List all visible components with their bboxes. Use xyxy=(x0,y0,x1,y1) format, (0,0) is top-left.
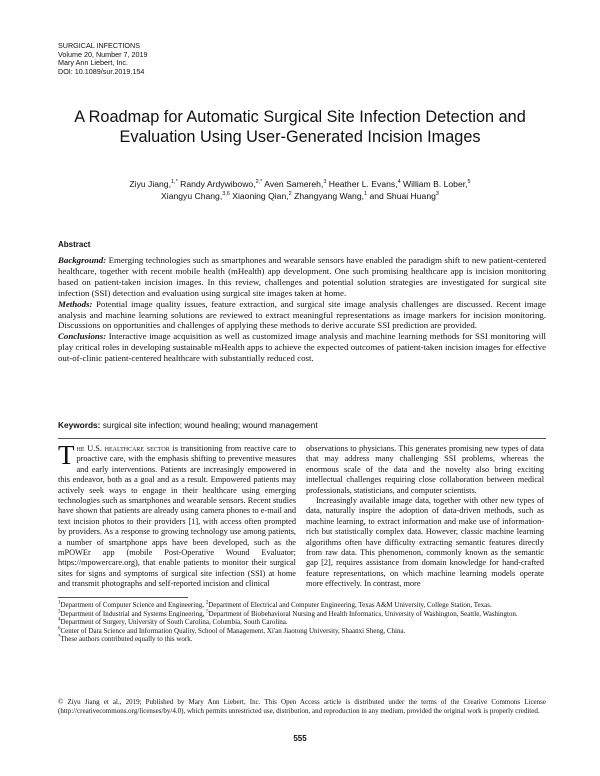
abstract xyxy=(58,255,546,364)
footnote: $^4$Department of Surgery, University of South Carolina, Columbia, South Carolina. xyxy=(58,617,288,627)
author: Heather L. Evans,$^4$ xyxy=(328,179,401,189)
abstract-background: Background: Emerging technologies such as smartphones and wearable sensors have enabled the paradigm shift to new patient-centered healthcare, together with recent mobile health (mHealth) app development. One such promising healthcare app is incision monitoring based on patient-taken incision images. In this review, challenges and potential solution strategies are investigated for surgical site infection (SSI) detection and evaluation using surgical site images taken at home. xyxy=(58,255,546,298)
abstract-methods: Methods: Potential image quality issues, feature extraction, and surgical site image analysis challenges are discussed. Recent image analysis and machine learning solutions are reviewed to extract meaningful representations as image markers for incision monitoring. Discussions on opportunities and challenges of applying these methods to derive accurate SSI prediction are provided. xyxy=(58,298,546,331)
footnote: $^6$Center of Data Science and Information Quality, School of Management, Xi'an Jiaotong University, Shaanxi Sheng, China. xyxy=(58,626,406,635)
journal-name: SURGICAL INFECTIONS xyxy=(58,41,140,50)
author: Ziyu Jiang,$^{1,*}$ xyxy=(129,179,178,189)
abstract-heading: Abstract xyxy=(58,240,91,249)
author: Randy Ardywibowo,$^{2,*}$ xyxy=(180,179,263,189)
body-column-left xyxy=(58,440,296,590)
abstract-conclusions: Conclusions: Interactive image acquisition as well as customized image analysis and machine learning methods for SSI monitoring will play critical roles in developing sustainable mHealth apps to achieve the expected outcomes of patient-taken incision images for effective out-of-clinic patient-centered healthcare with substantially reduced cost. xyxy=(58,331,546,364)
journal-volume: Volume 20, Number 7, 2019 xyxy=(58,49,148,59)
footnote: $^3$Department of Industrial and Systems Engineering, $^5$Department of Biobehavioral Nursing and Health Informatics, University of Washington, Seattle, Washington. xyxy=(58,609,518,618)
intro-paragraph: The U.S. healthcare sector is transitioning from reactive care to proactive care, with the emphasis shifting to preventive measures and early interventions. Patients are increasingly empowered in this endeavor, both as a goal and as a result. Empowered patients may actively seek ways to engage in their healthcare using emerging technologies such as smartphones and wearable sensors. Recent studies have shown that patients are already using camera phones to e-mail and text incision photos to their providers [1], with access often prompted by providers. As a response to growing technology use among patients, a number of smartphone apps have been developed, such as the mPOWEr app (mobile Post-Operative Wound Evaluator; https://mpowercare.org), that enable patients to monitor their surgical sites for signs and symptoms of surgical site infection (SSI) at home and transmit photographs and self-reported incision and clinical xyxy=(58,440,296,589)
body-column-right xyxy=(306,444,544,590)
author: Xiaoning Qian,$^2$ xyxy=(232,191,292,201)
author: and Shuai Huang$^3$ xyxy=(369,191,439,201)
paper-title: A Roadmap for Automatic Surgical Site Infection Detection and Evaluation Using User-Generated Incision Images xyxy=(74,108,526,146)
section-divider xyxy=(58,438,546,439)
footnote-divider xyxy=(58,597,188,598)
keywords-text: surgical site infection; wound healing; wound management xyxy=(100,420,318,430)
author: Aven Samereh,$^3$ xyxy=(264,179,327,189)
footnote: $^1$Department of Computer Science and Engineering, $^2$Department of Electrical and Computer Engineering, Texas A&M University, College Station, Texas. xyxy=(58,600,492,609)
page-number: 555 xyxy=(293,734,307,743)
journal-header xyxy=(58,42,148,76)
affiliation-footnotes xyxy=(58,601,546,644)
journal-publisher: Mary Ann Liebert, Inc. xyxy=(58,58,128,68)
keywords-label: Keywords: xyxy=(58,420,101,430)
journal-doi[interactable]: DOI: 10.1089/sur.2019.154 xyxy=(58,66,145,76)
license-notice: © Ziyu Jiang et al., 2019; Published by Mary Ann Liebert, Inc. This Open Access article is distributed under the terms of the Creative Commons License (http://creativecommons.org/licenses/by/4.0), which permits unrestricted use, distribution, and reproduction in any medium, provided the original work is properly credited. xyxy=(58,698,546,715)
author-list xyxy=(40,178,560,202)
footnote: *These authors contributed equally to this work. xyxy=(58,635,193,644)
author: William B. Lober,$^5$ xyxy=(403,179,471,189)
body-paragraph: observations to physicians. This generates promising new types of data that may address many challenging SSI problems, whereas the enormous scale of the data and the novelty also bring exciting intellectual challenges requiring close collaboration between medical professionals, statisticians, and computer scientists. xyxy=(306,444,544,495)
author: Xiangyu Chang,$^{3,6}$ xyxy=(161,191,230,201)
author: Zhangyang Wang,$^1$ xyxy=(294,191,368,201)
drop-cap: T xyxy=(58,440,75,470)
body-paragraph: Increasingly available image data, together with other new types of data, naturally inspire the adoption of data-driven methods, such as machine learning, to extract information and make use of information-rich but statistically complex data. However, classic machine learning algorithms often have difficulty extracting semantic features directly from raw data. This phenomenon, commonly known as the semantic gap [2], requires assistance from domain knowledge for hand-crafted feature representations, on which machine learning models operate more effectively. In contrast, more xyxy=(306,496,544,589)
keywords xyxy=(58,420,546,430)
